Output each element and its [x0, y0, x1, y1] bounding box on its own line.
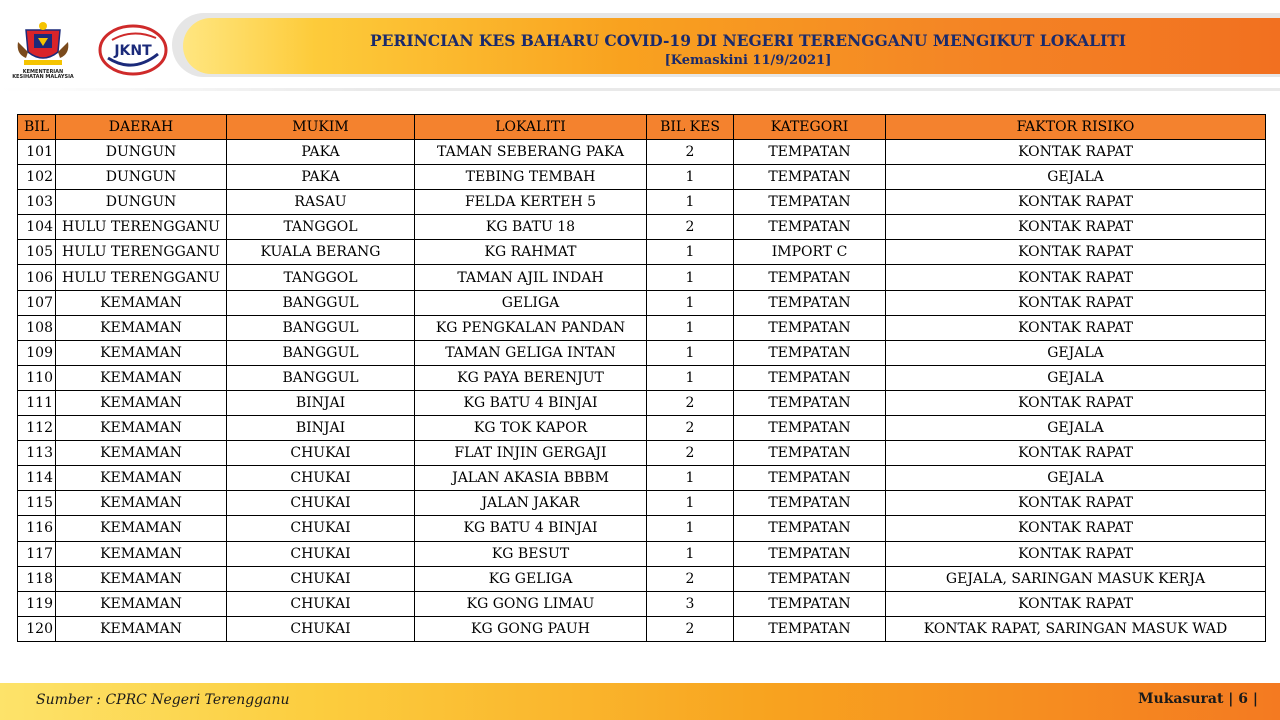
- cell-lokaliti: JALAN JAKAR: [415, 491, 647, 516]
- cell-bil-kes: 2: [647, 566, 734, 591]
- column-header-faktor-risiko: FAKTOR RISIKO: [886, 115, 1266, 140]
- cell-lokaliti: KG GONG LIMAU: [415, 591, 647, 616]
- cell-bil-kes: 3: [647, 591, 734, 616]
- table-row: [18, 466, 1266, 491]
- cell-bil: 113: [18, 441, 56, 466]
- cell-faktor-risiko: KONTAK RAPAT: [886, 315, 1266, 340]
- table-header-row: [18, 115, 1266, 140]
- page-number: Mukasurat | 6 |: [1138, 691, 1258, 707]
- cell-mukim: CHUKAI: [227, 566, 415, 591]
- table-row: [18, 190, 1266, 215]
- cell-mukim: CHUKAI: [227, 491, 415, 516]
- cell-bil-kes: 1: [647, 265, 734, 290]
- table-row: [18, 340, 1266, 365]
- cell-bil-kes: 1: [647, 290, 734, 315]
- cell-daerah: HULU TERENGGANU: [56, 215, 227, 240]
- cell-faktor-risiko: KONTAK RAPAT: [886, 591, 1266, 616]
- cell-faktor-risiko: KONTAK RAPAT: [886, 215, 1266, 240]
- cell-bil-kes: 1: [647, 165, 734, 190]
- cell-bil-kes: 2: [647, 215, 734, 240]
- cell-bil: 120: [18, 616, 56, 641]
- table-row: [18, 215, 1266, 240]
- cell-kategori: TEMPATAN: [734, 215, 886, 240]
- cell-mukim: CHUKAI: [227, 466, 415, 491]
- cell-mukim: RASAU: [227, 190, 415, 215]
- cases-table: [17, 114, 1266, 642]
- cell-bil: 111: [18, 390, 56, 415]
- cell-daerah: KEMAMAN: [56, 290, 227, 315]
- cell-kategori: TEMPATAN: [734, 340, 886, 365]
- table-row: [18, 315, 1266, 340]
- cell-faktor-risiko: KONTAK RAPAT: [886, 265, 1266, 290]
- cell-mukim: KUALA BERANG: [227, 240, 415, 265]
- cell-daerah: DUNGUN: [56, 190, 227, 215]
- cell-kategori: TEMPATAN: [734, 591, 886, 616]
- cell-faktor-risiko: KONTAK RAPAT: [886, 290, 1266, 315]
- cell-kategori: IMPORT C: [734, 240, 886, 265]
- cell-mukim: BINJAI: [227, 390, 415, 415]
- header-divider: [0, 88, 1280, 91]
- cell-lokaliti: GELIGA: [415, 290, 647, 315]
- cell-kategori: TEMPATAN: [734, 491, 886, 516]
- table-row: [18, 290, 1266, 315]
- cell-lokaliti: KG BATU 4 BINJAI: [415, 516, 647, 541]
- cell-kategori: TEMPATAN: [734, 416, 886, 441]
- cell-bil-kes: 1: [647, 491, 734, 516]
- cell-daerah: KEMAMAN: [56, 390, 227, 415]
- cell-bil-kes: 1: [647, 466, 734, 491]
- cell-lokaliti: TAMAN SEBERANG PAKA: [415, 140, 647, 165]
- cell-mukim: CHUKAI: [227, 516, 415, 541]
- jknt-logo: [98, 24, 168, 76]
- cell-kategori: TEMPATAN: [734, 441, 886, 466]
- cell-mukim: TANGGOL: [227, 265, 415, 290]
- cell-faktor-risiko: GEJALA, SARINGAN MASUK KERJA: [886, 566, 1266, 591]
- cell-bil: 116: [18, 516, 56, 541]
- table-row: [18, 541, 1266, 566]
- cell-mukim: CHUKAI: [227, 541, 415, 566]
- cell-daerah: KEMAMAN: [56, 491, 227, 516]
- cell-daerah: KEMAMAN: [56, 541, 227, 566]
- cell-bil-kes: 2: [647, 416, 734, 441]
- cell-bil-kes: 2: [647, 441, 734, 466]
- cell-lokaliti: KG TOK KAPOR: [415, 416, 647, 441]
- cell-bil: 107: [18, 290, 56, 315]
- cell-faktor-risiko: KONTAK RAPAT: [886, 516, 1266, 541]
- cell-kategori: TEMPATAN: [734, 290, 886, 315]
- cell-faktor-risiko: KONTAK RAPAT: [886, 390, 1266, 415]
- table-row: [18, 591, 1266, 616]
- cell-daerah: HULU TERENGGANU: [56, 265, 227, 290]
- cell-faktor-risiko: GEJALA: [886, 165, 1266, 190]
- cell-lokaliti: KG BATU 18: [415, 215, 647, 240]
- cell-bil: 114: [18, 466, 56, 491]
- table-row: [18, 616, 1266, 641]
- cell-kategori: TEMPATAN: [734, 140, 886, 165]
- cell-bil-kes: 1: [647, 541, 734, 566]
- table-row: [18, 140, 1266, 165]
- cell-bil-kes: 2: [647, 140, 734, 165]
- cell-daerah: KEMAMAN: [56, 315, 227, 340]
- table-row: [18, 566, 1266, 591]
- cell-bil-kes: 1: [647, 340, 734, 365]
- cell-faktor-risiko: GEJALA: [886, 466, 1266, 491]
- cell-daerah: KEMAMAN: [56, 616, 227, 641]
- cell-kategori: TEMPATAN: [734, 616, 886, 641]
- cell-bil: 112: [18, 416, 56, 441]
- cell-daerah: KEMAMAN: [56, 416, 227, 441]
- cell-lokaliti: JALAN AKASIA BBBM: [415, 466, 647, 491]
- column-header-daerah: DAERAH: [56, 115, 227, 140]
- cell-daerah: DUNGUN: [56, 140, 227, 165]
- column-header-bil: BIL: [18, 115, 56, 140]
- cell-daerah: KEMAMAN: [56, 365, 227, 390]
- table-row: [18, 165, 1266, 190]
- cell-mukim: BANGGUL: [227, 290, 415, 315]
- table-row: [18, 390, 1266, 415]
- cell-bil: 118: [18, 566, 56, 591]
- cell-bil-kes: 1: [647, 365, 734, 390]
- cell-kategori: TEMPATAN: [734, 265, 886, 290]
- cell-faktor-risiko: KONTAK RAPAT: [886, 491, 1266, 516]
- cell-daerah: KEMAMAN: [56, 466, 227, 491]
- cell-daerah: DUNGUN: [56, 165, 227, 190]
- cell-daerah: HULU TERENGGANU: [56, 240, 227, 265]
- cell-lokaliti: TEBING TEMBAH: [415, 165, 647, 190]
- cell-bil-kes: 1: [647, 516, 734, 541]
- cell-lokaliti: FELDA KERTEH 5: [415, 190, 647, 215]
- cell-mukim: PAKA: [227, 140, 415, 165]
- cell-faktor-risiko: KONTAK RAPAT: [886, 541, 1266, 566]
- cell-faktor-risiko: KONTAK RAPAT: [886, 140, 1266, 165]
- cell-faktor-risiko: KONTAK RAPAT: [886, 190, 1266, 215]
- column-header-mukim: MUKIM: [227, 115, 415, 140]
- cell-bil-kes: 1: [647, 240, 734, 265]
- cell-bil: 117: [18, 541, 56, 566]
- cell-mukim: BINJAI: [227, 416, 415, 441]
- cell-bil-kes: 1: [647, 315, 734, 340]
- cell-kategori: TEMPATAN: [734, 390, 886, 415]
- logo-area: [12, 20, 172, 82]
- table-row: [18, 265, 1266, 290]
- cell-bil: 105: [18, 240, 56, 265]
- table-row: [18, 240, 1266, 265]
- table-row: [18, 416, 1266, 441]
- cell-mukim: CHUKAI: [227, 441, 415, 466]
- cell-bil: 104: [18, 215, 56, 240]
- column-header-kategori: KATEGORI: [734, 115, 886, 140]
- cell-faktor-risiko: GEJALA: [886, 365, 1266, 390]
- jknt-logo-text: JKNT: [114, 43, 152, 59]
- cell-lokaliti: TAMAN AJIL INDAH: [415, 265, 647, 290]
- cell-bil: 108: [18, 315, 56, 340]
- cell-faktor-risiko: KONTAK RAPAT, SARINGAN MASUK WAD: [886, 616, 1266, 641]
- cell-lokaliti: KG BESUT: [415, 541, 647, 566]
- cell-kategori: TEMPATAN: [734, 315, 886, 340]
- cell-mukim: CHUKAI: [227, 591, 415, 616]
- cell-lokaliti: KG RAHMAT: [415, 240, 647, 265]
- source-note: Sumber : CPRC Negeri Terengganu: [36, 692, 290, 708]
- cell-mukim: BANGGUL: [227, 365, 415, 390]
- table-row: [18, 441, 1266, 466]
- cell-lokaliti: KG BATU 4 BINJAI: [415, 390, 647, 415]
- cell-bil: 110: [18, 365, 56, 390]
- cell-kategori: TEMPATAN: [734, 466, 886, 491]
- cell-bil: 102: [18, 165, 56, 190]
- cell-faktor-risiko: KONTAK RAPAT: [886, 441, 1266, 466]
- cell-bil-kes: 1: [647, 190, 734, 215]
- cell-kategori: TEMPATAN: [734, 516, 886, 541]
- cell-daerah: KEMAMAN: [56, 591, 227, 616]
- cell-bil: 115: [18, 491, 56, 516]
- table-row: [18, 365, 1266, 390]
- cell-mukim: TANGGOL: [227, 215, 415, 240]
- cell-mukim: PAKA: [227, 165, 415, 190]
- cell-mukim: CHUKAI: [227, 616, 415, 641]
- cell-lokaliti: FLAT INJIN GERGAJI: [415, 441, 647, 466]
- cell-daerah: KEMAMAN: [56, 441, 227, 466]
- cell-bil: 119: [18, 591, 56, 616]
- column-header-bil-kes: BIL KES: [647, 115, 734, 140]
- cell-daerah: KEMAMAN: [56, 566, 227, 591]
- cell-lokaliti: KG PENGKALAN PANDAN: [415, 315, 647, 340]
- moh-logo-caption: KEMENTERIAN KESIHATAN MALAYSIA: [12, 69, 74, 80]
- cell-faktor-risiko: GEJALA: [886, 340, 1266, 365]
- cell-bil-kes: 2: [647, 390, 734, 415]
- cell-bil-kes: 2: [647, 616, 734, 641]
- cell-lokaliti: TAMAN GELIGA INTAN: [415, 340, 647, 365]
- cell-bil: 109: [18, 340, 56, 365]
- cell-bil: 106: [18, 265, 56, 290]
- cell-kategori: TEMPATAN: [734, 365, 886, 390]
- cell-mukim: BANGGUL: [227, 340, 415, 365]
- cell-kategori: TEMPATAN: [734, 165, 886, 190]
- cell-daerah: KEMAMAN: [56, 516, 227, 541]
- cell-lokaliti: KG GONG PAUH: [415, 616, 647, 641]
- table-row: [18, 516, 1266, 541]
- cell-kategori: TEMPATAN: [734, 541, 886, 566]
- cell-bil: 103: [18, 190, 56, 215]
- table-row: [18, 491, 1266, 516]
- cell-kategori: TEMPATAN: [734, 190, 886, 215]
- cell-bil: 101: [18, 140, 56, 165]
- page-subtitle: [Kemaskini 11/9/2021]: [664, 53, 832, 68]
- cell-lokaliti: KG PAYA BERENJUT: [415, 365, 647, 390]
- cell-kategori: TEMPATAN: [734, 566, 886, 591]
- page-title: PERINCIAN KES BAHARU COVID-19 DI NEGERI TERENGGANU MENGIKUT LOKALITI: [369, 31, 1127, 50]
- cell-daerah: KEMAMAN: [56, 340, 227, 365]
- cell-faktor-risiko: GEJALA: [886, 416, 1266, 441]
- cell-faktor-risiko: KONTAK RAPAT: [886, 240, 1266, 265]
- cell-lokaliti: KG GELIGA: [415, 566, 647, 591]
- cell-mukim: BANGGUL: [227, 315, 415, 340]
- column-header-lokaliti: LOKALITI: [415, 115, 647, 140]
